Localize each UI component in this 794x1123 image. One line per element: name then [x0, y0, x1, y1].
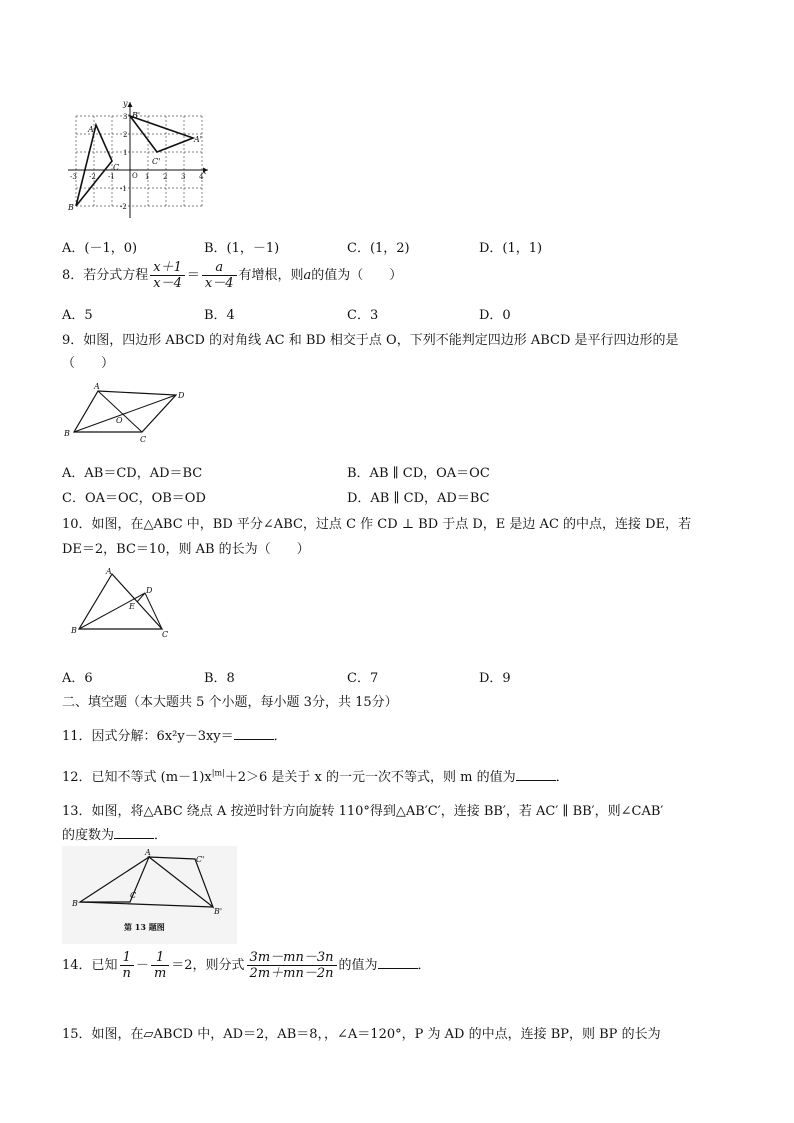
- q7-option-a: A．(－1，0): [62, 241, 138, 256]
- point-a-label: A: [94, 382, 100, 391]
- q9-option-b: B．AB ∥ CD，OA＝OC: [347, 466, 490, 481]
- fraction-denominator: x－4: [153, 276, 182, 291]
- q9-option-a: A．AB＝CD，AD＝BC: [62, 466, 203, 481]
- q14-fraction-1: [120, 950, 134, 981]
- origin-label: O: [132, 172, 138, 180]
- figure-caption: 第 13 题图: [124, 922, 165, 932]
- fraction-denominator: 2m＋mn－2n: [249, 966, 334, 981]
- point-b-label: B: [71, 626, 77, 635]
- q11-text: 11．因式分解：6x²y－3xy＝: [62, 729, 234, 744]
- x-tick: -2: [89, 173, 96, 181]
- q12-question: [62, 766, 569, 785]
- point-c-label: C: [140, 435, 147, 444]
- q14-question: [62, 950, 431, 981]
- y-tick: 3: [123, 113, 128, 121]
- point-c-label: C: [162, 630, 169, 639]
- y-axis-label: y: [123, 99, 128, 108]
- q8-option-d: D．0: [479, 308, 511, 323]
- point-c-label: C: [113, 163, 120, 172]
- point-a-label: A: [106, 567, 112, 576]
- point-c1-label: C': [196, 855, 205, 864]
- segment-bd: [79, 593, 145, 629]
- q12-exponent: |m|: [211, 768, 225, 778]
- q10-question-line1: 10．如图，在△ABC 中，BD 平分∠ABC，过点 C 作 CD ⊥ BD 于点 D，E 是边 AC 的中点，连接 DE，若: [62, 517, 692, 532]
- answer-blank[interactable]: [234, 727, 274, 740]
- diagonal-bd: [74, 395, 176, 432]
- x-tick: 4: [199, 173, 204, 181]
- point-c1-label: C': [152, 157, 161, 166]
- q10-option-d: D．9: [479, 671, 511, 686]
- segment-de: [137, 593, 145, 602]
- q13-rotation-figure: [62, 846, 237, 944]
- q8-text: 有增根，则: [238, 268, 304, 283]
- point-a-label: A: [88, 125, 94, 134]
- q10-question-line2: DE＝2，BC＝10，则 AB 的长为（ ）: [62, 542, 310, 557]
- x-tick: 3: [181, 173, 186, 181]
- equals-sign: ＝: [186, 268, 200, 283]
- q10-triangle-figure: [62, 563, 182, 643]
- fraction-numerator: 3m－mn－3n: [247, 950, 337, 966]
- fraction-denominator: n: [122, 966, 131, 981]
- y-tick: 2: [123, 131, 128, 139]
- minus-sign: －: [135, 958, 149, 973]
- q8-variable: a: [303, 268, 312, 283]
- q8-option-b: B．4: [204, 308, 235, 323]
- q7-option-b: B．(1，－1): [204, 241, 280, 256]
- x-tick: 2: [163, 173, 168, 181]
- q11-end: ．: [273, 729, 287, 744]
- q9-option-c: C．OA＝OC，OB＝OD: [62, 491, 206, 506]
- point-b1-label: B': [132, 111, 141, 120]
- q14-fraction-2: [151, 950, 169, 981]
- fraction-numerator: 1: [151, 950, 169, 966]
- q9-question-line2: （ ）: [62, 356, 115, 371]
- parallelogram-abcd: [74, 391, 176, 432]
- q14-text-end: 的值为: [338, 958, 378, 973]
- point-a1-label: A': [194, 135, 202, 144]
- section-heading: 二、填空题（本大题共 5 个小题，每小题 3分，共 15分）: [62, 695, 398, 710]
- answer-blank[interactable]: [114, 826, 154, 839]
- fraction-numerator: a: [202, 260, 237, 276]
- q14-text-mid: ＝2，则分式: [171, 958, 245, 973]
- q8-fraction-left: [150, 260, 185, 291]
- point-c-label: C: [130, 891, 137, 900]
- q8-prefix: 8．若分式方程: [62, 268, 149, 283]
- q8-suffix: 的值为（ ）: [311, 268, 403, 283]
- q8-question: [62, 260, 402, 291]
- y-tick: 1: [123, 149, 128, 157]
- point-a-label: A: [145, 848, 151, 857]
- x-tick: -3: [70, 173, 77, 181]
- q8-option-a: A．5: [62, 308, 93, 323]
- q13-end: ．: [154, 828, 168, 843]
- point-d-label: D: [146, 586, 153, 595]
- answer-blank[interactable]: [516, 768, 556, 781]
- q13-question-line1: 13．如图，将△ABC 绕点 A 按逆时针方向旋转 110°得到△AB′C′，连接 BB′，若 AC′ ∥ BB′，则∠CAB′: [62, 804, 664, 819]
- q9-option-d: D．AB ∥ CD，AD＝BC: [347, 491, 490, 506]
- q12-text-mid: ＋2＞6 是关于 x 的一元一次不等式，则 m 的值为: [224, 770, 516, 785]
- q13-text: 的度数为: [62, 828, 115, 843]
- q10-option-a: A．6: [62, 671, 93, 686]
- q8-fraction-right: [202, 260, 237, 291]
- answer-blank[interactable]: [378, 956, 418, 969]
- point-o-label: O: [116, 416, 123, 425]
- q7-option-c: C．(1，2): [347, 241, 410, 256]
- point-e-label: E: [129, 602, 135, 611]
- x-tick: 1: [145, 173, 150, 181]
- q7-option-d: D．(1，1): [479, 241, 543, 256]
- q15-question: 15．如图，在▱ABCD 中，AD＝2，AB＝8，，∠A＝120°，P 为 AD 的中点，连接 BP，则 BP 的长为: [62, 1027, 661, 1042]
- q9-parallelogram-figure: [62, 380, 192, 448]
- q14-fraction-3: [247, 950, 337, 981]
- point-b-label: B: [64, 429, 70, 438]
- fraction-numerator: 1: [120, 950, 134, 966]
- q14-text: 14．已知: [62, 958, 118, 973]
- fraction-numerator: x＋1: [150, 260, 185, 276]
- x-tick: -1: [108, 173, 115, 181]
- q12-text: 12．已知不等式 (m－1)x: [62, 770, 212, 785]
- y-tick: -1: [120, 185, 127, 193]
- fraction-denominator: x－4: [204, 276, 234, 291]
- y-tick: -2: [120, 203, 127, 211]
- q10-option-c: C．7: [347, 671, 379, 686]
- segment-cd: [145, 593, 162, 629]
- q12-end: ．: [555, 770, 569, 785]
- q13-question-line2: [62, 824, 167, 843]
- q7-coordinate-figure: [62, 96, 212, 222]
- diagonal-ac: [98, 391, 142, 432]
- y-axis-arrow: [128, 102, 133, 107]
- q10-option-b: B．8: [204, 671, 235, 686]
- q11-question: [62, 725, 287, 744]
- q9-question-line1: 9．如图，四边形 ABCD 的对角线 AC 和 BD 相交于点 O，下列不能判定四边形 ABCD 是平行四边形的是: [62, 333, 679, 348]
- point-d-label: D: [178, 391, 185, 400]
- point-b1-label: B': [214, 907, 223, 916]
- x-axis-label: x: [202, 167, 207, 176]
- q14-end: ．: [417, 958, 431, 973]
- point-b-label: B: [72, 899, 78, 908]
- q8-option-c: C．3: [347, 308, 379, 323]
- fraction-denominator: m: [153, 966, 167, 981]
- point-b-label: B: [68, 203, 74, 212]
